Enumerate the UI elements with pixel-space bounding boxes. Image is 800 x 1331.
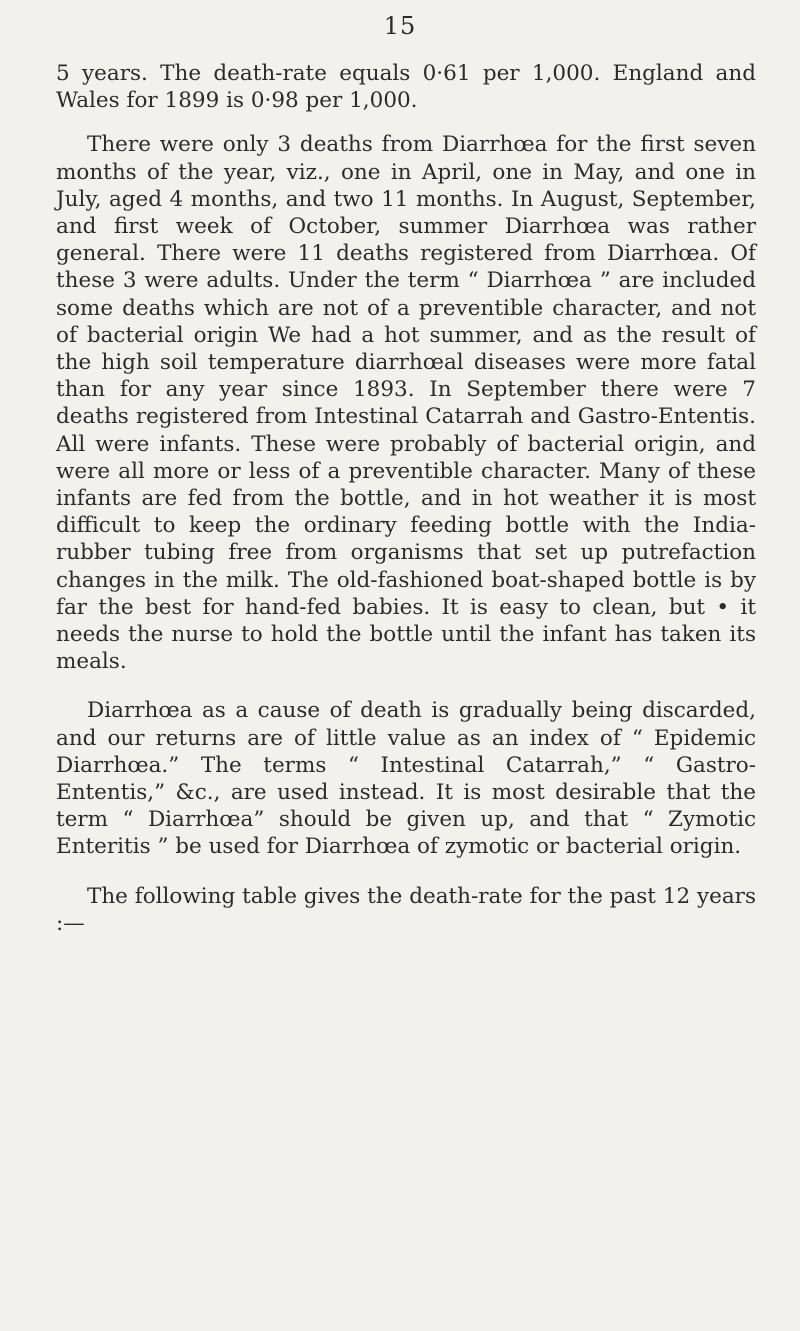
paragraph-table-intro: The following table gives the death-rate for the past 12 years :— — [56, 883, 756, 936]
page-number: 15 — [383, 12, 417, 40]
body-text — [56, 60, 756, 937]
paragraph-diarrhoea-deaths: There were only 3 deaths from Diarrhœa for the first seven months of the year, viz., one in April, one in May, and one in July, aged 4 months, and two 11 months. In August, September, and first week of October, summer Diarrhœa was rather general. There were 11 deaths registered from Diarrhœa. Of these 3 were adults. Under the term “ Diarrhœa ” are included some deaths which are not of a preventible character, and not of bacterial origin We had a hot summer, and as the result of the high soil temperature diarrhœal diseases were more fatal than for any year since 1893. In September there were 7 deaths registered from Intestinal Catarrah and Gastro-Ententis. All were infants. These were probably of bacterial origin, and were all more or less of a preventible character. Many of these infants are fed from the bottle, and in hot weather it is most difficult to keep the ordinary feeding bottle with the India-rubber tubing free from organisms that set up putrefaction changes in the milk. The old-fashioned boat-shaped bottle is by far the best for hand-fed babies. It is easy to clean, but • it needs the nurse to hold the bottle until the infant has taken its meals. — [56, 132, 756, 675]
paragraph-death-rate-summary: 5 years. The death-rate equals 0·61 per 1,000. England and Wales for 1899 is 0·98 per 1,000. — [56, 61, 756, 114]
paragraph-terminology: Diarrhœa as a cause of death is gradually being discarded, and our returns are of little value as an index of “ Epidemic Diarrhœa.” The terms “ Intestinal Catarrah,” “ Gastro-Ententis,” &c., are used instead. It is most desirable that the term “ Diarrhœa” should be given up, and that “ Zymotic Enteritis ” be used for Diarrhœa of zymotic or bacterial origin. — [56, 698, 756, 860]
